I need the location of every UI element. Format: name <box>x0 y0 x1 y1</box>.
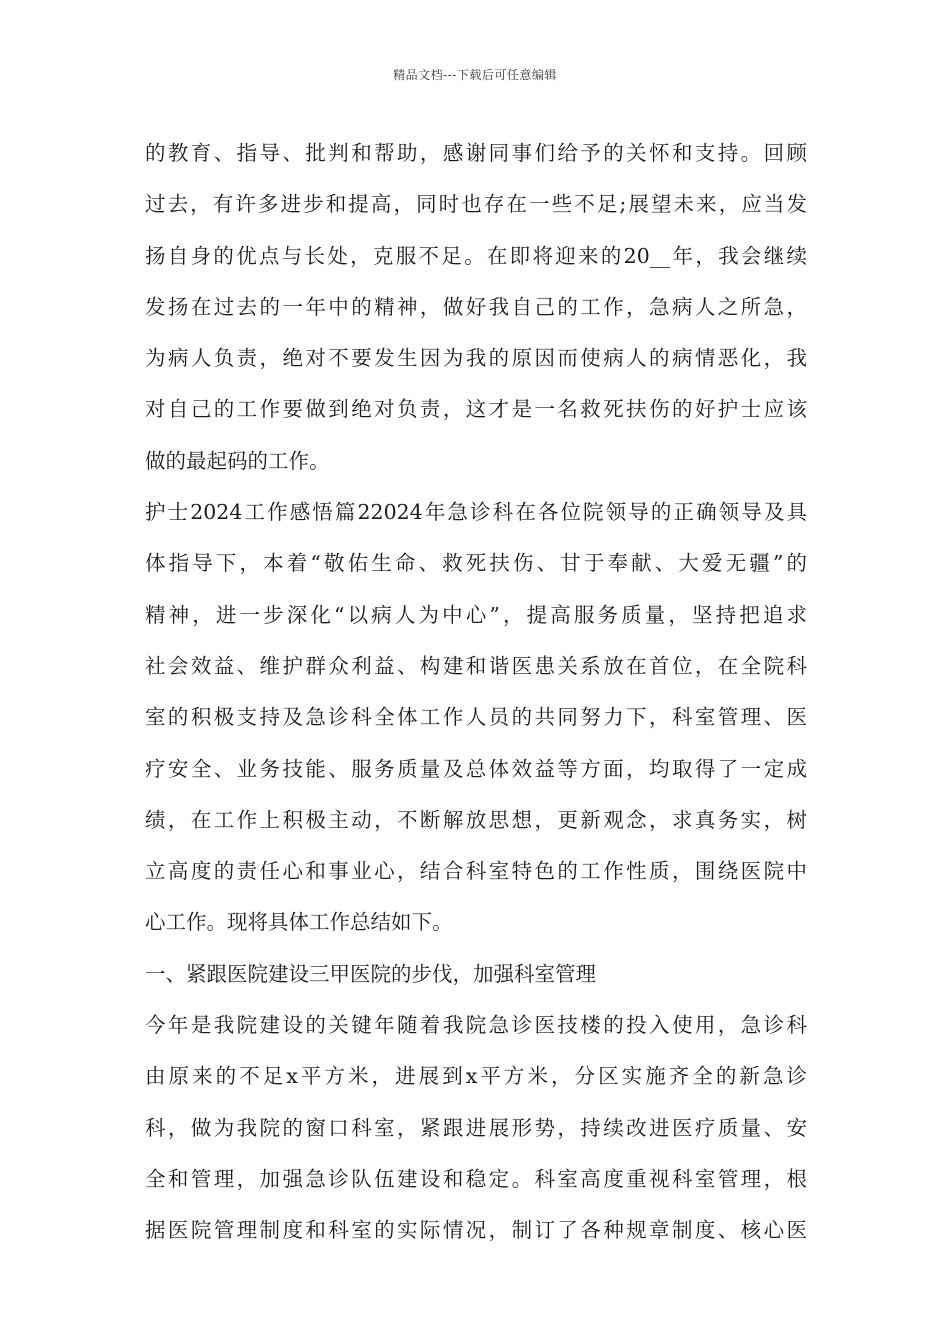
text-line: 社会效益、维护群众利益、构建和谐医患关系放在首位，在全院科 <box>145 653 807 678</box>
section-heading-line: 护士2024工作感悟篇22024年急诊科在各位院领导的正确领导及具 <box>145 500 807 525</box>
text-line: 心工作。现将具体工作总结如下。 <box>145 910 453 935</box>
text-line: 为病人负责，绝对不要发生因为我的原因而使病人的病情恶化，我 <box>145 346 807 371</box>
text-line: 做的最起码的工作。 <box>145 448 330 473</box>
text-line: 由原来的不足x平方米，进展到x平方米，分区实施齐全的新急诊 <box>145 1064 807 1089</box>
text-line: 的教育、指导、批判和帮助，感谢同事们给予的关怀和支持。回顾 <box>145 141 807 165</box>
text-line: 过去，有许多进步和提高，同时也存在一些不足;展望未来，应当发 <box>145 192 807 217</box>
page-header: 精品文档---下载后可任意编辑 <box>393 68 557 82</box>
text-line: 疗安全、业务技能、服务质量及总体效益等方面，均取得了一定成 <box>145 756 807 781</box>
text-line: 今年是我院建设的关键年随着我院急诊医技楼的投入使用，急诊科 <box>145 1013 807 1038</box>
text-line: 绩，在工作上积极主动，不断解放思想，更新观念，求真务实，树 <box>145 807 807 832</box>
text-line: 室的积极支持及急诊科全体工作人员的共同努力下，科室管理、医 <box>145 705 807 730</box>
section-heading: 一、紧跟医院建设三甲医院的步伐，加强科室管理 <box>145 961 596 986</box>
text-line: 体指导下，本着“敬佑生命、救死扶伤、甘于奉献、大爱无疆”的 <box>145 551 807 576</box>
text-line: 全和管理，加强急诊队伍建设和稳定。科室高度重视科室管理，根 <box>145 1166 807 1191</box>
text-line: 据医院管理制度和科室的实际情况，制订了各种规章制度、核心医 <box>145 1218 807 1243</box>
text-line: 对自己的工作要做到绝对负责，这才是一名救死扶伤的好护士应该 <box>145 397 807 422</box>
text-line: 扬自身的优点与长处，克服不足。在即将迎来的20__年，我会继续 <box>145 243 807 268</box>
document-body <box>145 131 807 1260</box>
text-line: 科，做为我院的窗口科室，紧跟进展形势，持续改进医疗质量、安 <box>145 1115 807 1140</box>
text-line: 立高度的责任心和事业心，结合科室特色的工作性质，围绕医院中 <box>145 859 807 884</box>
text-line: 精神，进一步深化“以病人为中心”，提高服务质量，坚持把追求 <box>145 602 807 627</box>
text-line: 发扬在过去的一年中的精神，做好我自己的工作，急病人之所急， <box>145 294 807 319</box>
